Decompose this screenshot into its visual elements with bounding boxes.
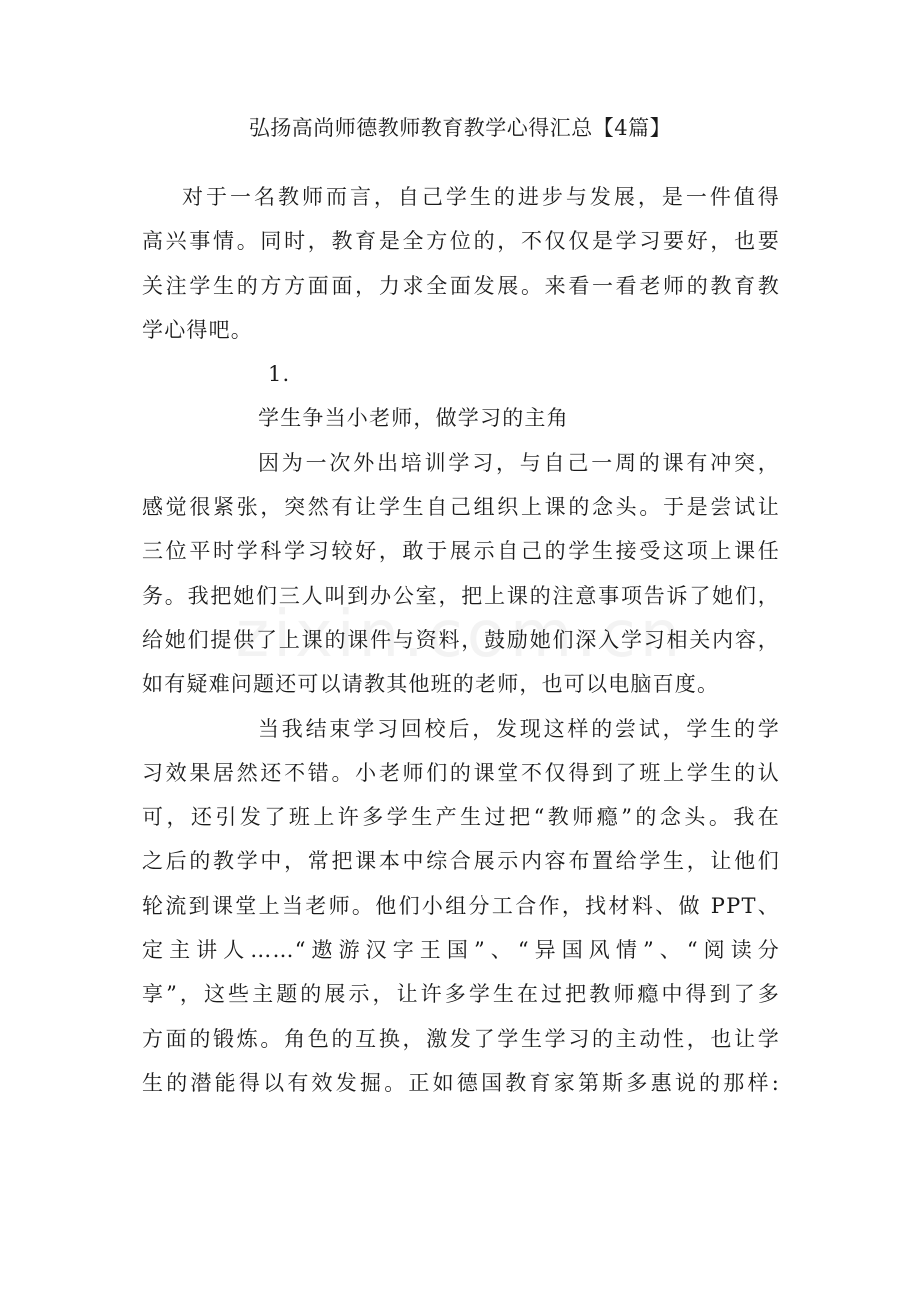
body-line: 之后的教学中，常把课本中综合展示内容布置给学生，让他们	[142, 849, 780, 874]
document-body	[142, 175, 780, 1105]
body-line: 可，还引发了班上许多学生产生过把“教师瘾”的念头。我在	[142, 805, 780, 830]
body-line: 生的潜能得以有效发掘。正如德国教育家第斯多惠说的那样:	[142, 1070, 780, 1095]
body-line: 关注学生的方方面面，力求全面发展。来看一看老师的教育教	[142, 273, 780, 298]
body-line: 1.	[268, 362, 291, 387]
body-line: 因为一次外出培训学习，与自己一周的课有冲突，	[258, 450, 780, 475]
body-line: 感觉很紧张，突然有让学生自己组织上课的念头。于是尝试让	[142, 495, 780, 520]
body-line: 对于一名教师而言，自己学生的进步与发展，是一件值得	[182, 185, 780, 209]
body-line: 三位平时学科学习较好，敢于展示自己的学生接受这项上课任	[142, 539, 780, 564]
document-title: 弘扬高尚师德教师教育教学心得汇总【4篇】	[248, 116, 672, 140]
body-line: 方面的锻炼。角色的互换，激发了学生学习的主动性，也让学	[142, 1026, 780, 1051]
body-line: 轮流到课堂上当老师。他们小组分工合作，找材料、做 PPT、	[142, 893, 780, 918]
body-line: 学心得吧。	[142, 317, 253, 342]
body-line: 高兴事情。同时，教育是全方位的，不仅仅是学习要好，也要	[142, 229, 780, 254]
body-line: 定主讲人……“遨游汉字王国”、“异国风情”、“阅读分	[142, 938, 780, 963]
body-line: 当我结束学习回校后，发现这样的尝试，学生的学	[258, 716, 780, 741]
body-line: 给她们提供了上课的课件与资料，鼓励她们深入学习相关内容，	[142, 627, 780, 652]
body-line: 享”，这些主题的展示，让许多学生在过把教师瘾中得到了多	[142, 982, 780, 1007]
body-line: 如有疑难问题还可以请教其他班的老师，也可以电脑百度。	[142, 672, 720, 697]
body-line: 习效果居然还不错。小老师们的课堂不仅得到了班上学生的认	[142, 760, 780, 785]
body-line: 务。我把她们三人叫到办公室，把上课的注意事项告诉了她们，	[142, 583, 780, 608]
body-line: 学生争当小老师，做学习的主角	[258, 406, 569, 431]
